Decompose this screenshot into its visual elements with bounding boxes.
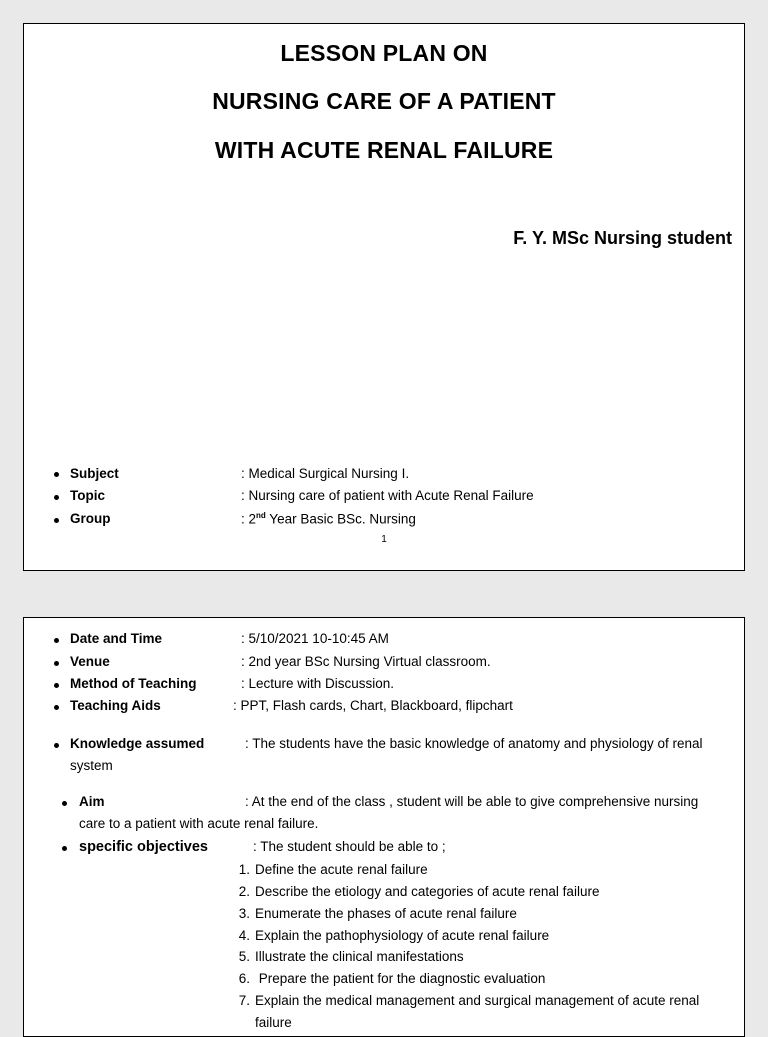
page-number: 1 xyxy=(381,534,387,545)
bullet-icon xyxy=(54,495,59,500)
objective-number: 2. xyxy=(238,884,250,899)
objective-item-continuation: failure xyxy=(255,1015,292,1030)
bullet-icon xyxy=(62,846,67,851)
objective-item: Prepare the patient for the diagnostic evaluation xyxy=(255,971,546,986)
objective-item: Describe the etiology and categories of acute renal failure xyxy=(255,884,600,899)
objective-number: 6. xyxy=(238,971,250,986)
knowledge-value: : The students have the basic knowledge of anatomy and physiology of renal xyxy=(245,736,703,751)
objectives-intro: : The student should be able to ; xyxy=(253,839,446,854)
objective-number: 4. xyxy=(238,928,250,943)
objective-number: 7. xyxy=(238,993,250,1008)
objective-number: 3. xyxy=(238,906,250,921)
bullet-icon xyxy=(54,518,59,523)
venue-value: : 2nd year BSc Nursing Virtual classroom. xyxy=(241,654,491,669)
author-line: F. Y. MSc Nursing student xyxy=(513,228,732,248)
bullet-icon xyxy=(62,801,67,806)
method-label: Method of Teaching xyxy=(70,676,197,691)
bullet-icon xyxy=(54,683,59,688)
bullet-icon xyxy=(54,638,59,643)
bullet-icon xyxy=(54,661,59,666)
teaching-aids-value: : PPT, Flash cards, Chart, Blackboard, flipchart xyxy=(233,698,513,713)
bullet-icon xyxy=(54,743,59,748)
teaching-aids-label: Teaching Aids xyxy=(70,698,161,713)
document-page-2 xyxy=(23,617,745,1037)
knowledge-continuation: system xyxy=(70,758,113,773)
title-line-3: WITH ACUTE RENAL FAILURE xyxy=(214,137,554,163)
document-page-1 xyxy=(23,23,745,571)
bullet-icon xyxy=(54,705,59,710)
title-line-2: NURSING CARE OF A PATIENT xyxy=(212,88,556,114)
aim-label: Aim xyxy=(79,794,105,809)
objective-number: 5. xyxy=(238,949,250,964)
venue-label: Venue xyxy=(70,654,110,669)
group-value: : 2nd Year Basic BSc. Nursing xyxy=(241,511,416,527)
objective-item: Enumerate the phases of acute renal failure xyxy=(255,906,517,921)
aim-value: : At the end of the class , student will be able to give comprehensive nursing xyxy=(245,794,699,809)
group-label: Group xyxy=(70,511,111,526)
objective-item: Explain the pathophysiology of acute renal failure xyxy=(255,928,550,943)
subject-value: : Medical Surgical Nursing I. xyxy=(241,466,410,481)
subject-label: Subject xyxy=(70,466,119,481)
objective-number: 1. xyxy=(238,862,250,877)
aim-continuation: care to a patient with acute renal failure. xyxy=(79,816,319,831)
title-line-1: LESSON PLAN ON xyxy=(280,40,488,66)
objectives-label: specific objectives xyxy=(79,839,208,855)
knowledge-label: Knowledge assumed xyxy=(70,736,205,751)
bullet-icon xyxy=(54,472,59,477)
method-value: : Lecture with Discussion. xyxy=(241,676,395,691)
date-time-value: : 5/10/2021 10-10:45 AM xyxy=(241,631,389,646)
date-time-label: Date and Time xyxy=(70,631,163,646)
topic-value: : Nursing care of patient with Acute Renal Failure xyxy=(241,488,534,503)
objective-item: Illustrate the clinical manifestations xyxy=(255,949,464,964)
topic-label: Topic xyxy=(70,488,105,503)
objective-item: Define the acute renal failure xyxy=(255,862,428,877)
objective-item: Explain the medical management and surgical management of acute renal xyxy=(255,993,700,1008)
